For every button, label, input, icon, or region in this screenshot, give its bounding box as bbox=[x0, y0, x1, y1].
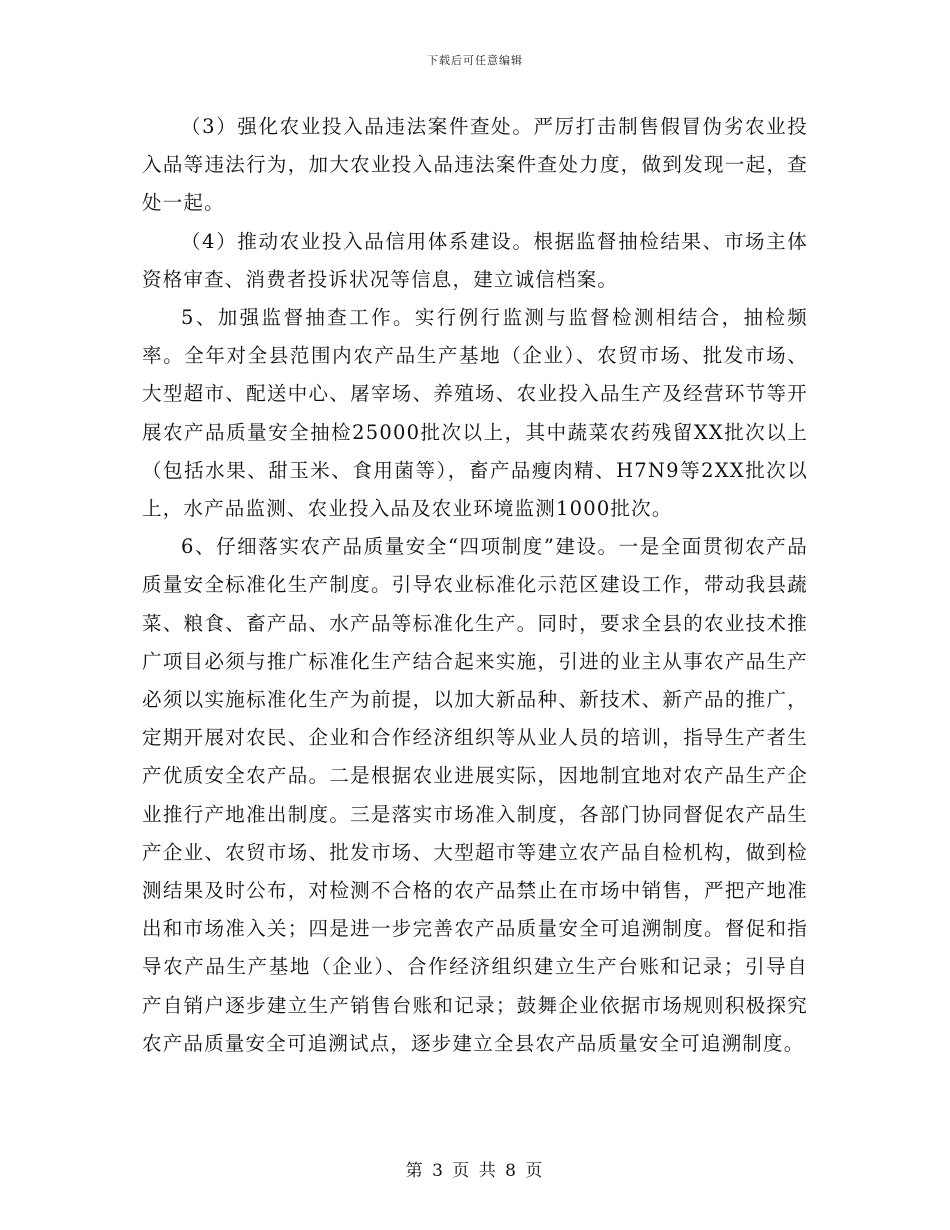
page-footer-suffix: 页 bbox=[525, 1161, 545, 1181]
page-footer-middle: 页 共 bbox=[452, 1161, 498, 1181]
page-footer bbox=[0, 1156, 950, 1181]
paragraph-6: 6、仔细落实农产品质量安全“四项制度”建设。一是全面贯彻农产品质量安全标准化生产制度。引导农业标准化示范区建设工作，带动我县蔬菜、粮食、畜产品、水产品等标准化生产。同时，要求全县的农业技术推广项目必须与推广标准化生产结合起来实施，引进的业主从事农产品生产必须以实施标准化生产为前提，以加大新品种、新技术、新产品的推广，定期开展对农民、企业和合作经济组织等从业人员的培训，指导生产者生产优质安全农产品。二是根据农业进展实际，因地制宜地对农产品生产企业推行产地准出制度。三是落实市场准入制度，各部门协同督促农产品生产企业、农贸市场、批发市场、大型超市等建立农产品自检机构，做到检测结果及时公布，对检测不合格的农产品禁止在市场中销售，严把产地准出和市场准入关；四是进一步完善农产品质量安全可追溯制度。督促和指导农产品生产基地（企业）、合作经济组织建立生产台账和记录；引导自产自销户逐步建立生产销售台账和记录；鼓舞企业依据市场规则积极探究农产品质量安全可追溯试点，逐步建立全县农产品质量安全可追溯制度。 bbox=[142, 535, 808, 1055]
paragraph-4: （4）推动农业投入品信用体系建设。根据监督抽检结果、市场主体资格审查、消费者投诉状况等信息，建立诚信档案。 bbox=[142, 229, 808, 291]
header-note: 下载后可任意编辑 bbox=[427, 54, 523, 67]
document-body bbox=[142, 108, 808, 1063]
page-footer-current: 3 bbox=[432, 1161, 445, 1181]
paragraph-3: （3）强化农业投入品违法案件查处。严厉打击制售假冒伪劣农业投入品等违法行为，加大农业投入品违法案件查处力度，做到发现一起，查处一起。 bbox=[142, 115, 808, 215]
page-footer-total: 8 bbox=[505, 1161, 518, 1181]
page-footer-prefix: 第 bbox=[405, 1161, 425, 1181]
paragraph-5: 5、加强监督抽查工作。实行例行监测与监督检测相结合，抽检频率。全年对全县范围内农产品生产基地（企业）、农贸市场、批发市场、大型超市、配送中心、屠宰场、养殖场、农业投入品生产及经营环节等开展农产品质量安全抽检25000批次以上，其中蔬菜农药残留XX批次以上（包括水果、甜玉米、食用菌等），畜产品瘦肉精、H7N9等2XX批次以上，水产品监测、农业投入品及农业环境监测1000批次。 bbox=[142, 306, 808, 521]
